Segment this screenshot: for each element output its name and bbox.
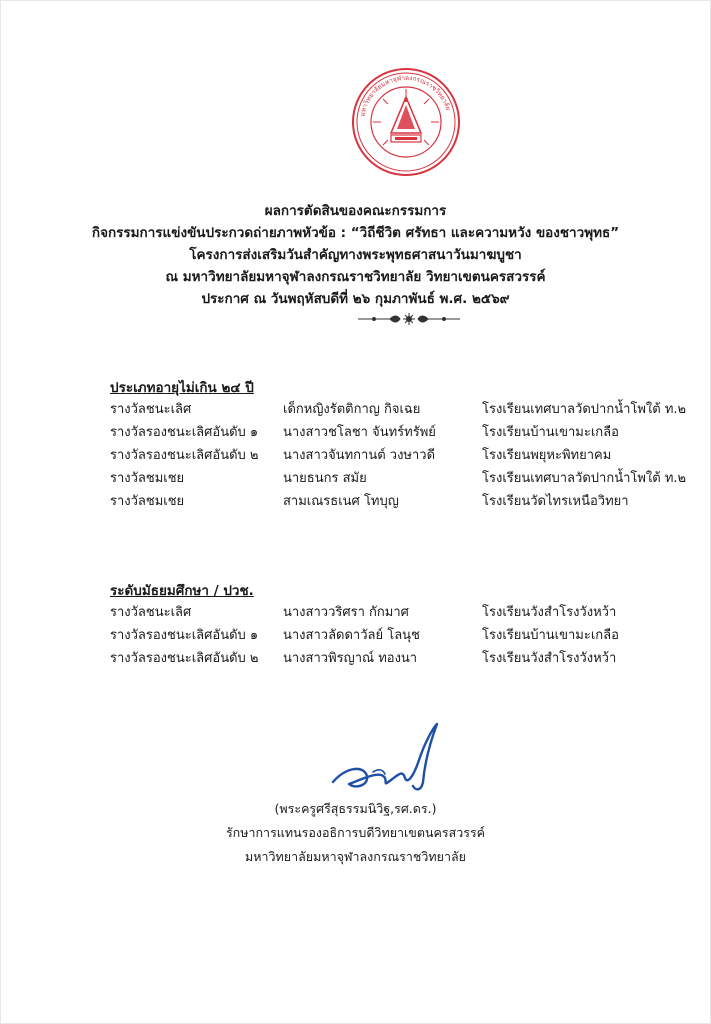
award-row: [110, 398, 710, 421]
announcement-header: [0, 200, 711, 310]
header-venue: ณ มหาวิทยาลัยมหาจุฬาลงกรณราชวิทยาลัย วิทยาเขตนครสวรรค์: [165, 269, 546, 285]
award-label: รางวัลชนะเลิศ: [110, 402, 192, 417]
award-row: [110, 624, 710, 647]
winner-name: นางสาวลัดดาวัลย์ โลนุช: [283, 628, 420, 643]
header-project: โครงการส่งเสริมวันสำคัญทางพระพุทธศาสนาวันมาฆบูชา: [189, 247, 522, 263]
award-label: รางวัลชมเชย: [110, 471, 185, 486]
school-name: โรงเรียนวังสำโรงวังหว้า: [482, 605, 617, 620]
award-row: [110, 421, 710, 444]
header-title: ผลการตัดสินของคณะกรรมการ: [264, 203, 447, 219]
school-name: โรงเรียนบ้านเขามะเกลือ: [482, 425, 619, 440]
seal-ring-text: มหาวิทยาลัยมหาจุฬาลงกรณราชวิทยาลัย: [358, 73, 453, 118]
award-label: รางวัลรองชนะเลิศอันดับ ๑: [110, 628, 259, 643]
header-activity: กิจกรรมการแข่งขันประกวดถ่ายภาพหัวข้อ : “วิถีชีวิต ศรัทธา และความหวัง ของชาวพุทธ”: [91, 225, 620, 241]
award-row: [110, 601, 710, 624]
school-name: โรงเรียนวังสำโรงวังหว้า: [482, 651, 617, 666]
signature-icon: [325, 720, 440, 800]
school-name: โรงเรียนวัดไทรเหนือวิทยา: [482, 494, 629, 509]
school-name: โรงเรียนพยุหะพิทยาคม: [482, 448, 612, 463]
award-row: [110, 444, 710, 467]
award-row: [110, 490, 710, 513]
winner-name: นางสาววริศรา กักมาศ: [283, 605, 409, 620]
award-row: [110, 467, 710, 490]
section-title: ระดับมัธยมศึกษา / ปวช.: [110, 583, 254, 599]
award-label: รางวัลชนะเลิศ: [110, 605, 192, 620]
award-label: รางวัลรองชนะเลิศอันดับ ๑: [110, 425, 259, 440]
section-title: ประเภทอายุไม่เกิน ๒๔ ปี: [110, 380, 254, 396]
section-age-under-24: [110, 378, 710, 513]
school-name: โรงเรียนเทศบาลวัดปากน้ำโพใต้ ท.๒: [482, 471, 687, 486]
award-label: รางวัลชมเชย: [110, 494, 185, 509]
award-row: [110, 647, 710, 670]
section-secondary: [110, 581, 710, 670]
school-name: โรงเรียนเทศบาลวัดปากน้ำโพใต้ ท.๒: [482, 402, 687, 417]
winner-name: เด็กหญิงรัตติกาญ กิจเฉย: [283, 402, 421, 417]
award-label: รางวัลรองชนะเลิศอันดับ ๒: [110, 651, 259, 666]
winner-name: นางสาวพิรญาณ์ ทองนา: [283, 651, 418, 666]
winner-name: สามเณรธเนศ โทบุญ: [283, 494, 399, 509]
signer-name: (พระครูศรีสุธรรมนิวิฐ,รศ.ดร.): [274, 801, 437, 816]
school-name: โรงเรียนบ้านเขามะเกลือ: [482, 628, 619, 643]
ornament-divider-icon: [356, 313, 462, 325]
signer-position: รักษาการแทนรองอธิการบดีวิทยาเขตนครสวรรค์: [225, 825, 486, 840]
winner-name: นายธนกร สมัย: [283, 471, 367, 486]
signer-organization: มหาวิทยาลัยมหาจุฬาลงกรณราชวิทยาลัย: [245, 849, 466, 864]
award-label: รางวัลรองชนะเลิศอันดับ ๒: [110, 448, 259, 463]
header-date: ประกาศ ณ วันพฤหัสบดีที่ ๒๖ กุมภาพันธ์ พ.ศ. ๒๕๖๙: [201, 291, 510, 307]
signer-block: [0, 797, 711, 869]
winner-name: นางสาวจันทกานต์ วงษาวดี: [283, 448, 436, 463]
university-seal-icon: [351, 67, 461, 177]
winner-name: นางสาวชโลชา จันทร์ทรัพย์: [283, 425, 436, 440]
